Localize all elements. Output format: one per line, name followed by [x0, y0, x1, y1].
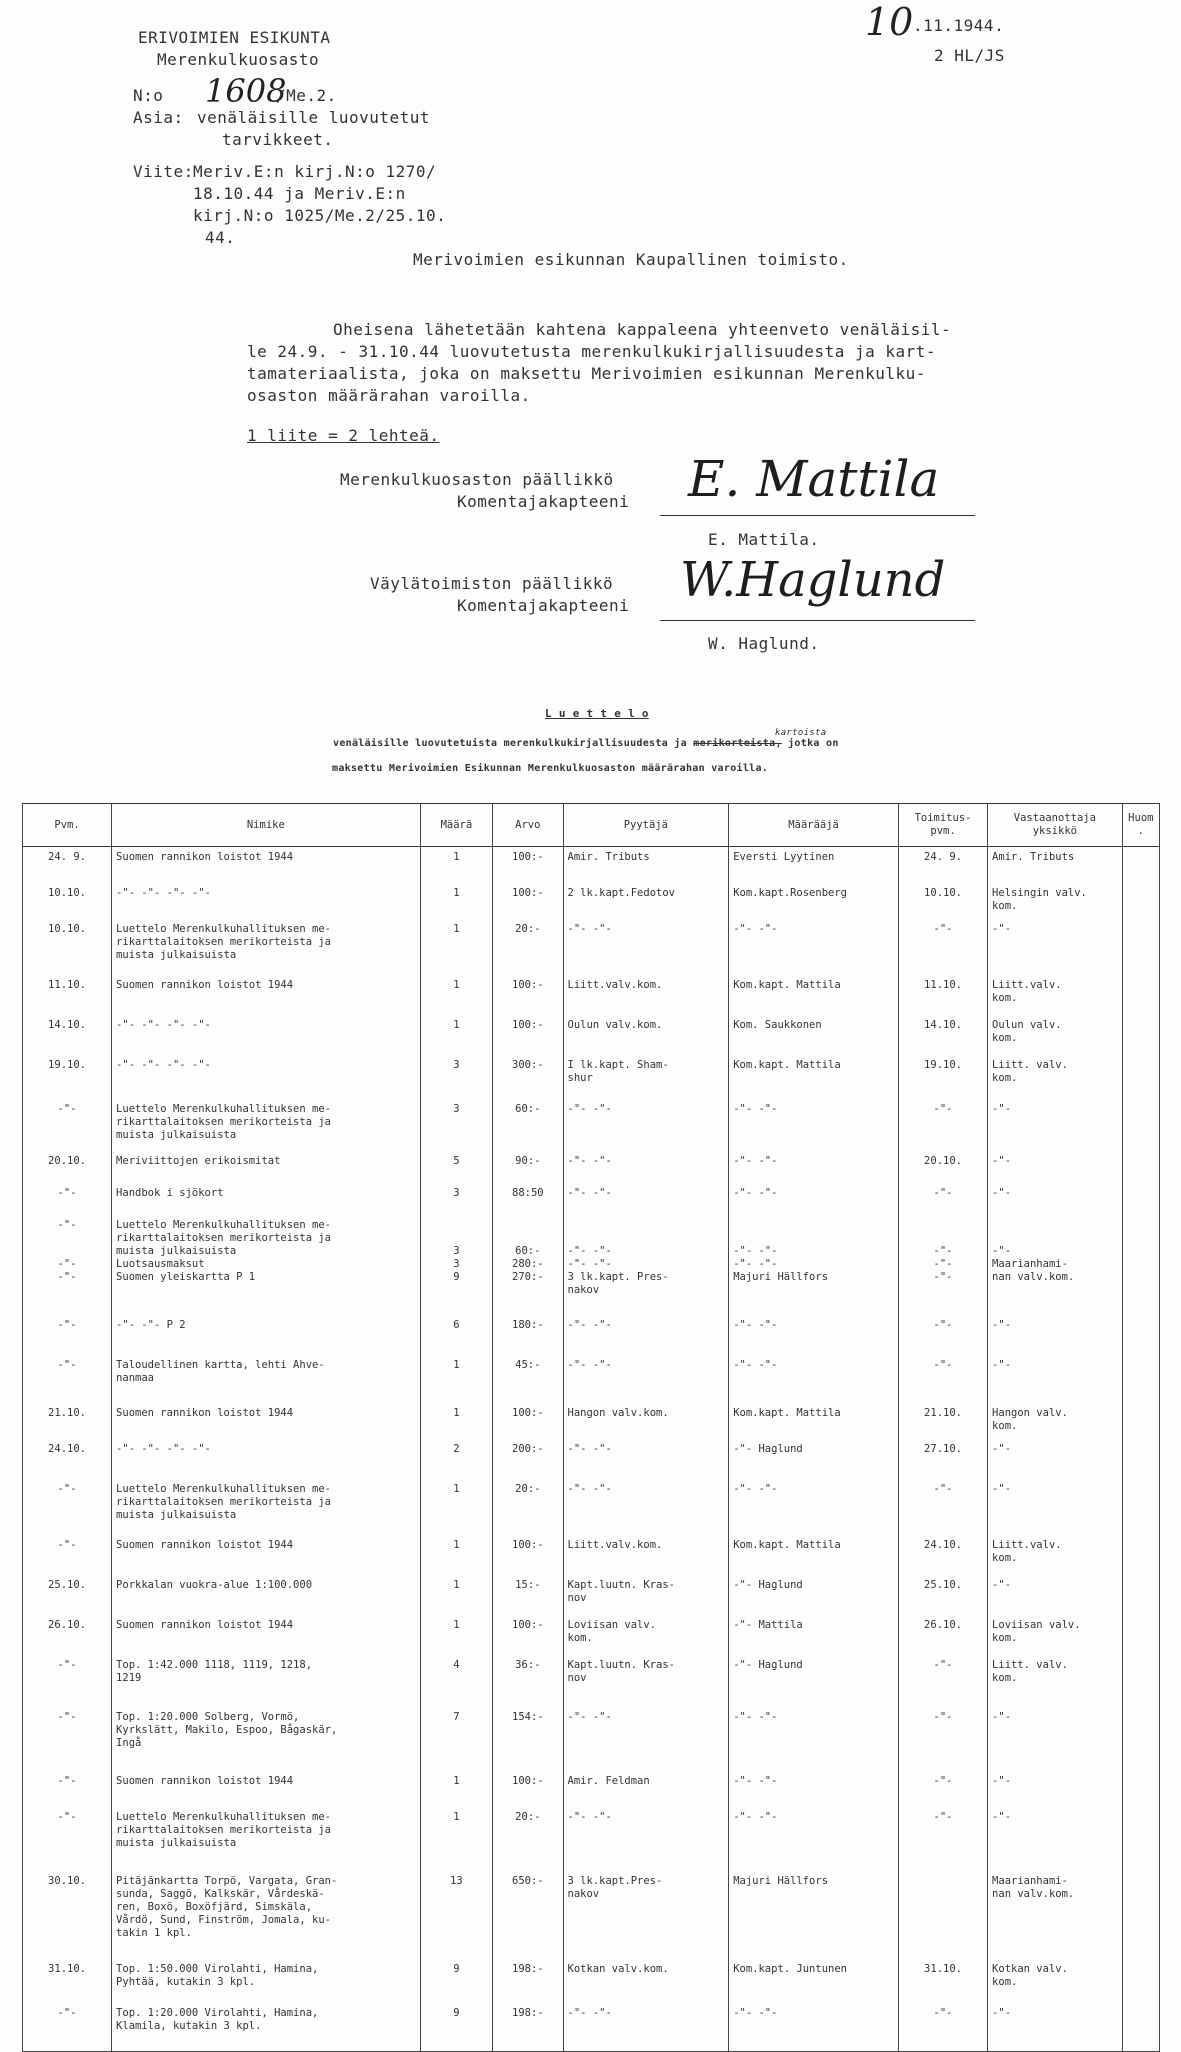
cell-maaraaja: -"- -"-	[729, 1151, 899, 1183]
cell-huom	[1122, 1015, 1159, 1055]
date-rest: .11.1944.	[913, 16, 1005, 35]
body-line-1: Oheisena lähetetään kahtena kappaleena yhteenveto venäläisil-	[333, 320, 952, 339]
cell-pvm: -"-	[23, 1707, 112, 1771]
cell-toimituspvm	[899, 1871, 988, 1959]
table-row	[23, 1959, 1160, 2003]
table-row	[23, 1055, 1160, 1099]
cell-pyytaja: Liitt.valv.kom.	[563, 1535, 729, 1575]
cell-pyytaja: Oulun valv.kom.	[563, 1015, 729, 1055]
sig1-title-2: Komentajakapteeni	[457, 492, 630, 511]
cell-pvm: -"-	[23, 1807, 112, 1871]
cell-vastaanottaja: -"-	[988, 1439, 1123, 1479]
cell-huom	[1122, 1099, 1159, 1151]
cell-vastaanottaja: -"-	[988, 1707, 1123, 1771]
list-table	[22, 803, 1160, 2052]
cell-pvm: -"-	[23, 1535, 112, 1575]
col-pyytaja: Pyytäjä	[563, 804, 729, 847]
cell-nimike: Luettelo Merenkulkuhallituksen me- rikarttalaitoksen merikorteista ja muista julkaisuista	[112, 919, 421, 975]
cell-nimike: Pitäjänkartta Torpö, Vargata, Gran- sunda, Saggö, Kalkskär, Vårdeskä- ren, Boxö, Boxöfjärd, Simskäla, Vårdö, Sund, Finström, Jomala, ku- takin 1 kpl.	[112, 1871, 421, 1959]
cell-vastaanottaja: -"- Maarianhami- nan valv.kom.	[988, 1215, 1123, 1315]
cell-huom	[1122, 1575, 1159, 1615]
cell-pvm: 24. 9.	[23, 847, 112, 884]
cell-maara: 1	[420, 883, 492, 919]
cell-maara: 1	[420, 1479, 492, 1535]
cell-arvo: 15:-	[493, 1575, 563, 1615]
cell-pyytaja: -"- -"-	[563, 919, 729, 975]
cell-nimike: -"- -"- -"- -"-	[112, 883, 421, 919]
col-maaraaja: Määrääjä	[729, 804, 899, 847]
cell-maaraaja: -"- -"- -"- -"- Majuri Hällfors	[729, 1215, 899, 1315]
cell-toimituspvm: 25.10.	[899, 1575, 988, 1615]
cell-pyytaja: Kapt.luutn. Kras- nov	[563, 1655, 729, 1707]
cell-maara: 1	[420, 1575, 492, 1615]
cell-huom	[1122, 1215, 1159, 1315]
cell-vastaanottaja: Kotkan valv. kom.	[988, 1959, 1123, 2003]
table-row	[23, 1707, 1160, 1771]
table-row	[23, 919, 1160, 975]
cell-pyytaja: -"- -"-	[563, 1707, 729, 1771]
cell-maaraaja: -"- -"-	[729, 1807, 899, 1871]
cell-maara: 3	[420, 1099, 492, 1151]
cell-huom	[1122, 1315, 1159, 1355]
table-row	[23, 975, 1160, 1015]
cell-toimituspvm: 24. 9.	[899, 847, 988, 884]
cell-pvm: 14.10.	[23, 1015, 112, 1055]
cell-arvo: 100:-	[493, 1771, 563, 1807]
cell-toimituspvm: 19.10.	[899, 1055, 988, 1099]
cell-maaraaja: Eversti Lyytinen	[729, 847, 899, 884]
asia-line-1: venäläisille luovutetut	[197, 108, 431, 127]
cell-huom	[1122, 1151, 1159, 1183]
cell-huom	[1122, 1871, 1159, 1959]
cell-maaraaja: Kom.kapt. Mattila	[729, 1055, 899, 1099]
cell-maara: 2	[420, 1439, 492, 1479]
cell-nimike: -"- -"- P 2	[112, 1315, 421, 1355]
cell-toimituspvm: 24.10.	[899, 1535, 988, 1575]
cell-arvo: 100:-	[493, 1015, 563, 1055]
cell-vastaanottaja: Helsingin valv. kom.	[988, 883, 1123, 919]
cell-vastaanottaja: Oulun valv. kom.	[988, 1015, 1123, 1055]
asia-label: Asia:	[133, 108, 184, 127]
cell-maara: 3	[420, 1055, 492, 1099]
col-pvm: Pvm.	[23, 804, 112, 847]
cell-maaraaja: Kom. Saukkonen	[729, 1015, 899, 1055]
cell-pyytaja: Amir. Feldman	[563, 1771, 729, 1807]
cell-nimike: Top. 1:42.000 1118, 1119, 1218, 1219	[112, 1655, 421, 1707]
cell-toimituspvm: 10.10.	[899, 883, 988, 919]
cell-pvm: 19.10.	[23, 1055, 112, 1099]
col-vastaanottaja: Vastaanottaja yksikkö	[988, 804, 1123, 847]
cell-nimike: Taloudellinen kartta, lehti Ahve- nanmaa	[112, 1355, 421, 1403]
cell-nimike: Luettelo Merenkulkuhallituksen me- rikarttalaitoksen merikorteista ja muista julkaisuista	[112, 1099, 421, 1151]
cell-maara: 1	[420, 1771, 492, 1807]
cell-huom	[1122, 2003, 1159, 2052]
no-handwritten: 1608	[205, 72, 287, 110]
cell-maara: 3 3 9	[420, 1215, 492, 1315]
cell-maaraaja: -"- -"-	[729, 1315, 899, 1355]
cell-maara: 1	[420, 1355, 492, 1403]
cell-toimituspvm: 14.10.	[899, 1015, 988, 1055]
body-line-2: le 24.9. - 31.10.44 luovutetusta merenkulkukirjallisuudesta ja kart-	[247, 342, 937, 361]
cell-maaraaja: Kom.kapt. Mattila	[729, 975, 899, 1015]
cell-maara: 13	[420, 1871, 492, 1959]
cell-maara: 1	[420, 975, 492, 1015]
cell-nimike: Suomen rannikon loistot 1944	[112, 975, 421, 1015]
cell-nimike: Suomen rannikon loistot 1944	[112, 1771, 421, 1807]
cell-huom	[1122, 1655, 1159, 1707]
cell-maaraaja: -"- -"-	[729, 1099, 899, 1151]
cell-nimike: Suomen rannikon loistot 1944	[112, 847, 421, 884]
cell-huom	[1122, 847, 1159, 884]
cell-maara: 1	[420, 1615, 492, 1655]
cell-nimike: Suomen rannikon loistot 1944	[112, 1535, 421, 1575]
cell-pvm: -"-	[23, 1479, 112, 1535]
table-row	[23, 1355, 1160, 1403]
cell-huom	[1122, 1055, 1159, 1099]
cell-pyytaja: -"- -"-	[563, 1439, 729, 1479]
cell-pvm: 25.10.	[23, 1575, 112, 1615]
sig1-line	[660, 515, 975, 516]
cell-maara: 7	[420, 1707, 492, 1771]
cell-maara: 9	[420, 1959, 492, 2003]
cell-vastaanottaja: -"-	[988, 2003, 1123, 2052]
cell-pvm: 10.10.	[23, 883, 112, 919]
body-line-4: osaston määrärahan varoilla.	[247, 386, 531, 405]
cell-maara: 9	[420, 2003, 492, 2052]
cell-arvo: 100:-	[493, 1403, 563, 1439]
cell-pvm: 11.10.	[23, 975, 112, 1015]
cell-huom	[1122, 1707, 1159, 1771]
cell-arvo: 198:-	[493, 1959, 563, 2003]
cell-vastaanottaja: Liitt.valv. kom.	[988, 1535, 1123, 1575]
cell-pvm: 26.10.	[23, 1615, 112, 1655]
cell-nimike: -"- -"- -"- -"-	[112, 1055, 421, 1099]
cell-maaraaja: -"- Haglund	[729, 1655, 899, 1707]
table-row	[23, 1099, 1160, 1151]
cell-maara: 1	[420, 1535, 492, 1575]
cell-toimituspvm: -"-	[899, 1315, 988, 1355]
cell-maaraaja: -"- Haglund	[729, 1575, 899, 1615]
cell-pvm: 10.10.	[23, 919, 112, 975]
cell-arvo: 45:-	[493, 1355, 563, 1403]
cell-nimike: Handbok i sjökort	[112, 1183, 421, 1215]
cell-maaraaja: -"- Haglund	[729, 1439, 899, 1479]
reference-code: 2 HL/JS	[934, 46, 1005, 65]
table-row	[23, 1575, 1160, 1615]
cell-pvm: -"-	[23, 1099, 112, 1151]
cell-nimike: Luettelo Merenkulkuhallituksen me- rikarttalaitoksen merikorteista ja muista julkaisuista	[112, 1479, 421, 1535]
table-row	[23, 1315, 1160, 1355]
table-row	[23, 1403, 1160, 1439]
cell-pyytaja: Liitt.valv.kom.	[563, 975, 729, 1015]
cell-vastaanottaja: -"-	[988, 1355, 1123, 1403]
cell-vastaanottaja: -"-	[988, 1151, 1123, 1183]
sig2-handwritten-signature: W.Haglund	[680, 552, 946, 608]
cell-toimituspvm: -"- -"- -"-	[899, 1215, 988, 1315]
cell-pvm: 20.10.	[23, 1151, 112, 1183]
cell-arvo: 650:-	[493, 1871, 563, 1959]
cell-pvm: 24.10.	[23, 1439, 112, 1479]
cell-pvm: -"-	[23, 1655, 112, 1707]
cell-toimituspvm: -"-	[899, 1807, 988, 1871]
table-row	[23, 1771, 1160, 1807]
cell-huom	[1122, 1535, 1159, 1575]
cell-toimituspvm: -"-	[899, 1771, 988, 1807]
cell-toimituspvm: 11.10.	[899, 975, 988, 1015]
cell-arvo: 60:- 280:- 270:-	[493, 1215, 563, 1315]
cell-arvo: 100:-	[493, 847, 563, 884]
cell-arvo: 36:-	[493, 1655, 563, 1707]
cell-pyytaja: -"- -"- -"- -"- 3 lk.kapt. Pres- nakov	[563, 1215, 729, 1315]
sig1-handwritten-signature: E. Mattila	[688, 450, 940, 508]
table-row	[23, 883, 1160, 919]
list-title: L u e t t e l o	[545, 707, 649, 720]
no-suffix: /Me.2.	[276, 86, 337, 105]
table-row	[23, 1535, 1160, 1575]
cell-pyytaja: -"- -"-	[563, 1479, 729, 1535]
cell-toimituspvm: -"-	[899, 1655, 988, 1707]
cell-maaraaja: -"- -"-	[729, 919, 899, 975]
cell-maara: 6	[420, 1315, 492, 1355]
cell-pyytaja: Kapt.luutn. Kras- nov	[563, 1575, 729, 1615]
cell-arvo: 300:-	[493, 1055, 563, 1099]
cell-huom	[1122, 1479, 1159, 1535]
list-intro-insert: kartoista	[775, 728, 827, 738]
cell-pvm: 30.10.	[23, 1871, 112, 1959]
cell-maara: 1	[420, 919, 492, 975]
cell-nimike: -"- -"- -"- -"-	[112, 1439, 421, 1479]
cell-arvo: 180:-	[493, 1315, 563, 1355]
cell-maaraaja: Kom.kapt. Mattila	[729, 1535, 899, 1575]
cell-arvo: 90:-	[493, 1151, 563, 1183]
col-nimike: Nimike	[112, 804, 421, 847]
cell-pyytaja: -"- -"-	[563, 1099, 729, 1151]
cell-pyytaja: Loviisan valv. kom.	[563, 1615, 729, 1655]
table-row	[23, 1871, 1160, 1959]
cell-arvo: 100:-	[493, 975, 563, 1015]
cell-nimike: Porkkalan vuokra-alue 1:100.000	[112, 1575, 421, 1615]
viite-line-4: 44.	[205, 228, 236, 247]
attachment-note: 1 liite = 2 lehteä.	[247, 426, 440, 445]
cell-huom	[1122, 919, 1159, 975]
cell-maaraaja: Majuri Hällfors	[729, 1871, 899, 1959]
cell-arvo: 100:-	[493, 1535, 563, 1575]
sig2-name: W. Haglund.	[708, 634, 820, 653]
cell-maara: 1	[420, 1403, 492, 1439]
cell-toimituspvm: -"-	[899, 1707, 988, 1771]
date-handwritten: 10	[865, 0, 914, 44]
cell-huom	[1122, 1615, 1159, 1655]
cell-huom	[1122, 1771, 1159, 1807]
cell-maaraaja: -"- Mattila	[729, 1615, 899, 1655]
cell-vastaanottaja: -"-	[988, 1099, 1123, 1151]
cell-vastaanottaja: -"-	[988, 1575, 1123, 1615]
sig1-title-1: Merenkulkuosaston päällikkö	[340, 470, 614, 489]
asia-line-2: tarvikkeet.	[222, 130, 334, 149]
cell-toimituspvm: -"-	[899, 1479, 988, 1535]
cell-huom	[1122, 883, 1159, 919]
sig2-line	[660, 620, 975, 621]
cell-pyytaja: Amir. Tributs	[563, 847, 729, 884]
cell-pvm: 31.10.	[23, 1959, 112, 2003]
cell-huom	[1122, 1959, 1159, 2003]
viite-line-3: kirj.N:o 1025/Me.2/25.10.	[193, 206, 447, 225]
cell-pyytaja: -"- -"-	[563, 2003, 729, 2052]
cell-vastaanottaja: Amir. Tributs	[988, 847, 1123, 884]
cell-nimike: Meriviittojen erikoismitat	[112, 1151, 421, 1183]
cell-pvm: -"-	[23, 1315, 112, 1355]
cell-pvm: -"-	[23, 1771, 112, 1807]
cell-maaraaja: Kom.kapt. Juntunen	[729, 1959, 899, 2003]
viite-label: Viite:	[133, 162, 194, 181]
cell-maara: 3	[420, 1183, 492, 1215]
cell-nimike: Luettelo Merenkulkuhallituksen me- rikarttalaitoksen merikorteista ja muista julkaisuista	[112, 1807, 421, 1871]
cell-vastaanottaja: Liitt. valv. kom.	[988, 1055, 1123, 1099]
no-label: N:o	[133, 86, 164, 105]
viite-line-1: Meriv.E:n kirj.N:o 1270/	[193, 162, 437, 181]
cell-nimike: Top. 1:20.000 Solberg, Vormö, Kyrkslätt, Makilo, Espoo, Bågaskär, Ingå	[112, 1707, 421, 1771]
cell-vastaanottaja: -"-	[988, 1183, 1123, 1215]
table-row	[23, 1807, 1160, 1871]
cell-arvo: 88:50	[493, 1183, 563, 1215]
viite-line-2: 18.10.44 ja Meriv.E:n	[193, 184, 406, 203]
cell-arvo: 20:-	[493, 1807, 563, 1871]
cell-pvm: -"-	[23, 1183, 112, 1215]
cell-maara: 4	[420, 1655, 492, 1707]
cell-pvm: -"-	[23, 2003, 112, 2052]
cell-maara: 1	[420, 1807, 492, 1871]
table-row	[23, 847, 1160, 884]
col-arvo: Arvo	[493, 804, 563, 847]
cell-arvo: 154:-	[493, 1707, 563, 1771]
cell-toimituspvm: -"-	[899, 2003, 988, 2052]
cell-nimike: Suomen rannikon loistot 1944	[112, 1615, 421, 1655]
cell-maaraaja: Kom.kapt.Rosenberg	[729, 883, 899, 919]
table-row	[23, 2003, 1160, 2052]
col-toimituspvm: Toimitus- pvm.	[899, 804, 988, 847]
cell-maaraaja: -"- -"-	[729, 2003, 899, 2052]
cell-toimituspvm: -"-	[899, 919, 988, 975]
cell-huom	[1122, 1439, 1159, 1479]
cell-vastaanottaja: -"-	[988, 1771, 1123, 1807]
table-row	[23, 1183, 1160, 1215]
cell-maara: 1	[420, 1015, 492, 1055]
table-row	[23, 1479, 1160, 1535]
list-body	[23, 847, 1160, 2052]
cell-pyytaja: -"- -"-	[563, 1315, 729, 1355]
cell-huom	[1122, 1183, 1159, 1215]
cell-vastaanottaja: -"-	[988, 1479, 1123, 1535]
list-intro-line-2: maksettu Merivoimien Esikunnan Merenkulkuosaston määrärahan varoilla.	[332, 763, 769, 774]
cell-nimike: -"- -"- -"- -"-	[112, 1015, 421, 1055]
cell-vastaanottaja: -"-	[988, 919, 1123, 975]
table-row	[23, 1015, 1160, 1055]
cell-maaraaja: -"- -"-	[729, 1771, 899, 1807]
table-row	[23, 1615, 1160, 1655]
cell-vastaanottaja: Hangon valv. kom.	[988, 1403, 1123, 1439]
cell-maara: 5	[420, 1151, 492, 1183]
cell-maaraaja: -"- -"-	[729, 1707, 899, 1771]
cell-nimike: Luettelo Merenkulkuhallituksen me- rikarttalaitoksen merikorteista ja muista julkaisuista Luotsausmaksut Suomen yleiskartta P 1	[112, 1215, 421, 1315]
sig1-name: E. Mattila.	[708, 530, 820, 549]
sig2-title-1: Väylätoimiston päällikkö	[370, 574, 614, 593]
cell-toimituspvm: -"-	[899, 1099, 988, 1151]
table-row	[23, 1215, 1160, 1315]
cell-pyytaja: -"- -"-	[563, 1183, 729, 1215]
cell-toimituspvm: -"-	[899, 1355, 988, 1403]
list-intro-line-1: venäläisille luovutetuista merenkulkukirjallisuudesta ja merikorteista, jotka on	[333, 738, 839, 749]
cell-arvo: 100:-	[493, 883, 563, 919]
cell-nimike: Suomen rannikon loistot 1944	[112, 1403, 421, 1439]
cell-maaraaja: -"- -"-	[729, 1355, 899, 1403]
cell-vastaanottaja: Liitt.valv. kom.	[988, 975, 1123, 1015]
table-row	[23, 1151, 1160, 1183]
cell-vastaanottaja: Maarianhami- nan valv.kom.	[988, 1871, 1123, 1959]
cell-pyytaja: Hangon valv.kom.	[563, 1403, 729, 1439]
cell-maaraaja: -"- -"-	[729, 1183, 899, 1215]
sig2-title-2: Komentajakapteeni	[457, 596, 630, 615]
table-row	[23, 1655, 1160, 1707]
recipient: Merivoimien esikunnan Kaupallinen toimisto.	[413, 250, 849, 269]
cell-arvo: 60:-	[493, 1099, 563, 1151]
cell-toimituspvm: 26.10.	[899, 1615, 988, 1655]
cell-vastaanottaja: Liitt. valv. kom.	[988, 1655, 1123, 1707]
cell-pyytaja: -"- -"-	[563, 1355, 729, 1403]
cell-maaraaja: Kom.kapt. Mattila	[729, 1403, 899, 1439]
cell-nimike: Top. 1:20.000 Virolahti, Hamina, Klamila, kutakin 3 kpl.	[112, 2003, 421, 2052]
cell-pvm: -"- -"- -"-	[23, 1215, 112, 1315]
cell-toimituspvm: 20.10.	[899, 1151, 988, 1183]
body-line-3: tamateriaalista, joka on maksettu Merivoimien esikunnan Merenkulku-	[247, 364, 926, 383]
cell-arvo: 100:-	[493, 1615, 563, 1655]
cell-pyytaja: Kotkan valv.kom.	[563, 1959, 729, 2003]
cell-toimituspvm: 31.10.	[899, 1959, 988, 2003]
cell-maara: 1	[420, 847, 492, 884]
cell-pyytaja: I lk.kapt. Sham- shur	[563, 1055, 729, 1099]
cell-vastaanottaja: -"-	[988, 1807, 1123, 1871]
cell-huom	[1122, 1807, 1159, 1871]
cell-nimike: Top. 1:50.000 Virolahti, Hamina, Pyhtää, kutakin 3 kpl.	[112, 1959, 421, 2003]
cell-arvo: 20:-	[493, 919, 563, 975]
cell-vastaanottaja: -"-	[988, 1315, 1123, 1355]
cell-vastaanottaja: Loviisan valv. kom.	[988, 1615, 1123, 1655]
cell-arvo: 198:-	[493, 2003, 563, 2052]
cell-huom	[1122, 1403, 1159, 1439]
col-huom: Huom.	[1122, 804, 1159, 847]
cell-huom	[1122, 1355, 1159, 1403]
cell-pyytaja: -"- -"-	[563, 1807, 729, 1871]
cell-pyytaja: 3 lk.kapt.Pres- nakov	[563, 1871, 729, 1959]
table-row	[23, 1439, 1160, 1479]
org-line-2: Merenkulkuosasto	[157, 50, 320, 69]
cell-toimituspvm: 21.10.	[899, 1403, 988, 1439]
list-header-row	[23, 804, 1160, 847]
cell-pyytaja: 2 lk.kapt.Fedotov	[563, 883, 729, 919]
org-line-1: ERIVOIMIEN ESIKUNTA	[138, 28, 331, 47]
col-maara: Määrä	[420, 804, 492, 847]
cell-toimituspvm: -"-	[899, 1183, 988, 1215]
cell-maaraaja: -"- -"-	[729, 1479, 899, 1535]
cell-arvo: 20:-	[493, 1479, 563, 1535]
cell-toimituspvm: 27.10.	[899, 1439, 988, 1479]
cell-pvm: -"-	[23, 1355, 112, 1403]
cell-pyytaja: -"- -"-	[563, 1151, 729, 1183]
cell-pvm: 21.10.	[23, 1403, 112, 1439]
struck-word: merikorteista,	[693, 738, 782, 749]
cell-huom	[1122, 975, 1159, 1015]
cell-arvo: 200:-	[493, 1439, 563, 1479]
